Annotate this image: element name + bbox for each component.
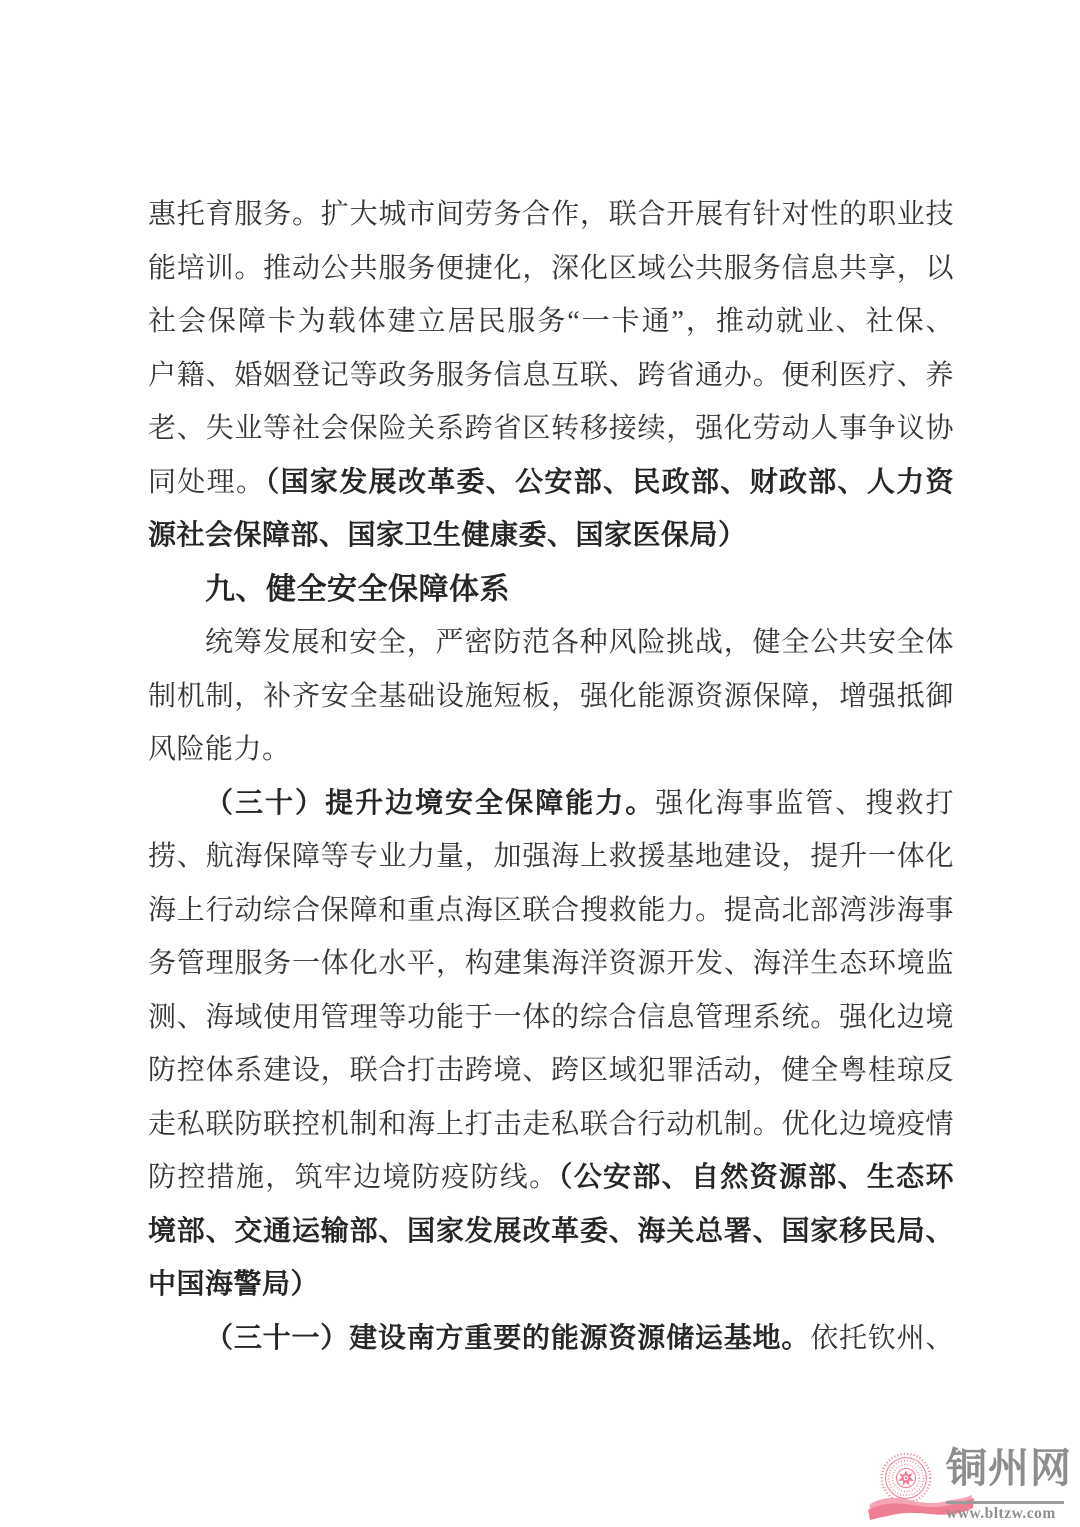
text-line [148, 1312, 954, 1366]
text-line [148, 616, 954, 670]
text-line [148, 1044, 954, 1098]
text-line [148, 242, 954, 296]
bold-text-segment: 九、健全安全保障体系 [205, 572, 510, 606]
text-segment: 统筹发展和安全，严密防范各种风险挑战，健全公共安全体 [205, 627, 954, 658]
text-line [148, 349, 954, 403]
bold-text-segment: （三十）提升边境安全保障能力。 [205, 787, 656, 819]
bold-text-segment: （三十一）建设南方重要的能源资源储运基地。 [205, 1322, 811, 1354]
bold-text-segment: 境部、交通运输部、国家发展改革委、海关总署、国家移民局、 [148, 1215, 954, 1247]
text-line [148, 670, 954, 724]
text-segment: 防控体系建设，联合打击跨境、跨区域犯罪活动，健全粤桂琼反 [148, 1055, 954, 1086]
text-line [148, 402, 954, 456]
bold-text-segment: （公安部、自然资源部、生态环 [558, 1162, 954, 1193]
text-segment: 务管理服务一体化水平，构建集海洋资源开发、海洋生态环境监 [148, 948, 954, 979]
text-line [148, 295, 954, 349]
text-line [148, 830, 954, 884]
text-line [148, 777, 954, 831]
text-segment: 制机制，补齐安全基础设施短板，强化能源资源保障，增强抵御 [148, 680, 954, 712]
text-segment: 测、海域使用管理等功能于一体的综合信息管理系统。强化边境 [148, 1001, 954, 1033]
text-line [148, 991, 954, 1045]
watermark-site-name: 铜州网 [946, 1445, 1072, 1491]
document-body [148, 188, 954, 1365]
text-segment: 同处理。 [148, 466, 266, 498]
text-line [148, 1151, 954, 1205]
text-segment: 老、失业等社会保险关系跨省区转移接续，强化劳动人事争议协 [148, 413, 954, 444]
text-segment: 惠托育服务。扩大城市间劳务合作，联合开展有针对性的职业技 [148, 199, 954, 230]
text-line [148, 1258, 954, 1312]
text-line [148, 723, 954, 777]
text-line [148, 884, 954, 938]
text-segment: 能培训。推动公共服务便捷化，深化区域公共服务信息共享，以 [148, 252, 954, 284]
text-line [148, 509, 954, 563]
text-segment: 户籍、婚姻登记等政务服务信息互联、跨省通办。便利医疗、养 [148, 359, 954, 391]
bold-text-segment: 中国海警局） [148, 1269, 320, 1300]
text-line [148, 188, 954, 242]
text-segment: 海上行动综合保障和重点海区联合搜救能力。提高北部湾涉海事 [148, 894, 954, 926]
text-segment: 依托钦州、 [810, 1322, 954, 1354]
watermark-site-url: www.bltzw.com [946, 1505, 1056, 1522]
site-watermark [858, 1428, 1070, 1523]
bold-text-segment: 源社会保障部、国家卫生健康委、国家医保局） [148, 520, 747, 551]
text-segment: 捞、航海保障等专业力量，加强海上救援基地建设，提升一体化 [148, 841, 954, 872]
section-heading [148, 563, 954, 617]
watermark-divider [946, 1501, 1064, 1504]
text-line [148, 1098, 954, 1152]
bold-text-segment: （国家发展改革委、公安部、民政部、财政部、人力资 [265, 466, 954, 498]
text-line [148, 456, 954, 510]
text-segment: 强化海事监管、搜救打 [655, 787, 954, 819]
text-segment: 风险能力。 [148, 734, 291, 765]
text-segment: 走私联防联控机制和海上打击走私联合行动机制。优化边境疫情 [148, 1108, 954, 1140]
text-segment: 防控措施，筑牢边境防疫防线。 [148, 1162, 559, 1193]
text-segment: 社会保障卡为载体建立居民服务“一卡通”，推动就业、社保、 [148, 306, 954, 337]
text-line [148, 1205, 954, 1259]
text-line [148, 937, 954, 991]
